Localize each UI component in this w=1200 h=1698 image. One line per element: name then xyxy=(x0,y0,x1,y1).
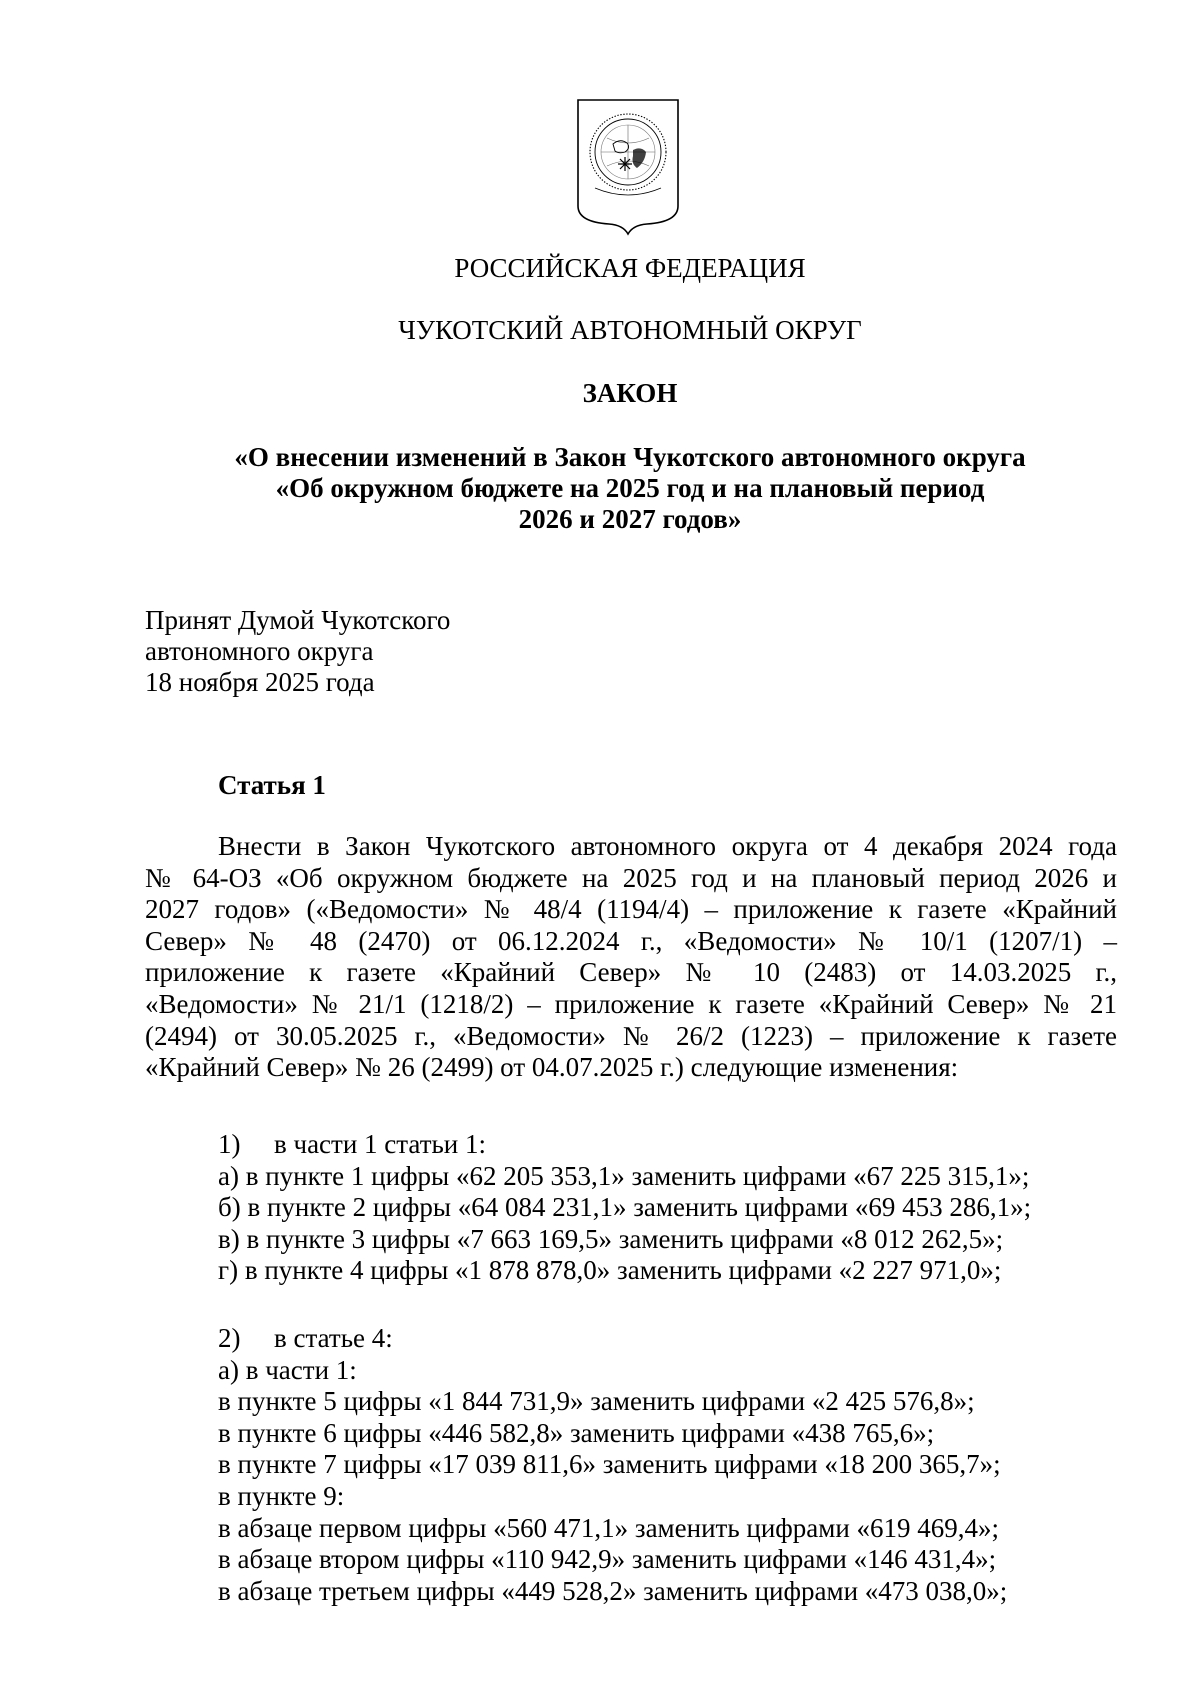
paragraph-line: (2494) от 30.05.2025 г., «Ведомости» № 26/2 (1223) – приложение к газете xyxy=(145,1020,1117,1051)
list-item: в пункте 5 цифры «1 844 731,9» заменить цифрами «2 425 576,8»; xyxy=(218,1386,975,1417)
country-heading: РОССИЙСКАЯ ФЕДЕРАЦИЯ xyxy=(454,253,806,283)
list-item-heading-text: в статье 4: xyxy=(274,1323,393,1353)
list-item: г) в пункте 4 цифры «1 878 878,0» заменить цифрами «2 227 971,0»; xyxy=(218,1255,1002,1286)
amendment-item-1 xyxy=(218,1129,1031,1287)
document-type-heading: ЗАКОН xyxy=(582,378,678,408)
list-item: в) в пункте 3 цифры «7 663 169,5» заменить цифрами «8 012 262,5»; xyxy=(218,1223,1004,1254)
adoption-line-1: Принят Думой Чукотского xyxy=(145,605,451,635)
list-item: в абзаце первом цифры «560 471,1» заменить цифрами «619 469,4»; xyxy=(218,1512,1000,1543)
region-heading: ЧУКОТСКИЙ АВТОНОМНЫЙ ОКРУГ xyxy=(398,315,862,345)
amendment-item-2 xyxy=(218,1323,1007,1607)
law-title-line-2: «Об окружном бюджете на 2025 год и на плановый период xyxy=(275,473,985,503)
list-item-heading-text: в части 1 статьи 1: xyxy=(274,1129,487,1159)
list-item: в абзаце третьем цифры «449 528,2» заменить цифрами «473 038,0»; xyxy=(218,1575,1008,1606)
list-item-heading xyxy=(218,1129,1031,1161)
list-item: б) в пункте 2 цифры «64 084 231,1» заменить цифрами «69 453 286,1»; xyxy=(218,1192,1032,1223)
paragraph-line: приложение к газете «Крайний Север» № 10 (2483) от 14.03.2025 г., xyxy=(145,957,1117,988)
paragraph-line: Внести в Закон Чукотского автономного округа от 4 декабря 2024 года xyxy=(218,831,1117,861)
article-heading: Статья 1 xyxy=(218,770,326,800)
list-item-number: 2) xyxy=(218,1323,241,1353)
article-intro-paragraph xyxy=(145,831,1117,1084)
list-item: а) в части 1: xyxy=(218,1354,357,1385)
list-item: в пункте 7 цифры «17 039 811,6» заменить цифрами «18 200 365,7»; xyxy=(218,1449,1001,1480)
coat-of-arms-emblem xyxy=(575,96,681,236)
paragraph-line: «Крайний Север» № 26 (2499) от 04.07.2025 г.) следующие изменения: xyxy=(145,1052,959,1083)
paragraph-line: Север» № 48 (2470) от 06.12.2024 г., «Ведомости» № 10/1 (1207/1) – xyxy=(145,925,1117,956)
adoption-date: 18 ноября 2025 года xyxy=(145,667,375,697)
law-title-line-3: 2026 и 2027 годов» xyxy=(518,504,742,534)
list-item: в пункте 9: xyxy=(218,1480,345,1511)
law-title-line-1: «О внесении изменений в Закон Чукотского автономного округа xyxy=(234,442,1026,472)
paragraph-line: № 64-ОЗ «Об окружном бюджете на 2025 год и на плановый период 2026 и xyxy=(145,862,1117,893)
paragraph-line: 2027 годов» («Ведомости» № 48/4 (1194/4) – приложение к газете «Крайний xyxy=(145,894,1117,925)
list-item-heading xyxy=(218,1323,1007,1355)
list-item: в абзаце втором цифры «110 942,9» заменить цифрами «146 431,4»; xyxy=(218,1544,997,1575)
coat-of-arms-icon xyxy=(575,96,681,236)
paragraph-line: «Ведомости» № 21/1 (1218/2) – приложение к газете «Крайний Север» № 21 xyxy=(145,988,1117,1019)
list-item-number: 1) xyxy=(218,1129,241,1159)
list-item: а) в пункте 1 цифры «62 205 353,1» заменить цифрами «67 225 315,1»; xyxy=(218,1160,1030,1191)
list-item: в пункте 6 цифры «446 582,8» заменить цифрами «438 765,6»; xyxy=(218,1417,935,1448)
adoption-block xyxy=(145,605,450,698)
adoption-line-2: автономного округа xyxy=(145,636,374,666)
